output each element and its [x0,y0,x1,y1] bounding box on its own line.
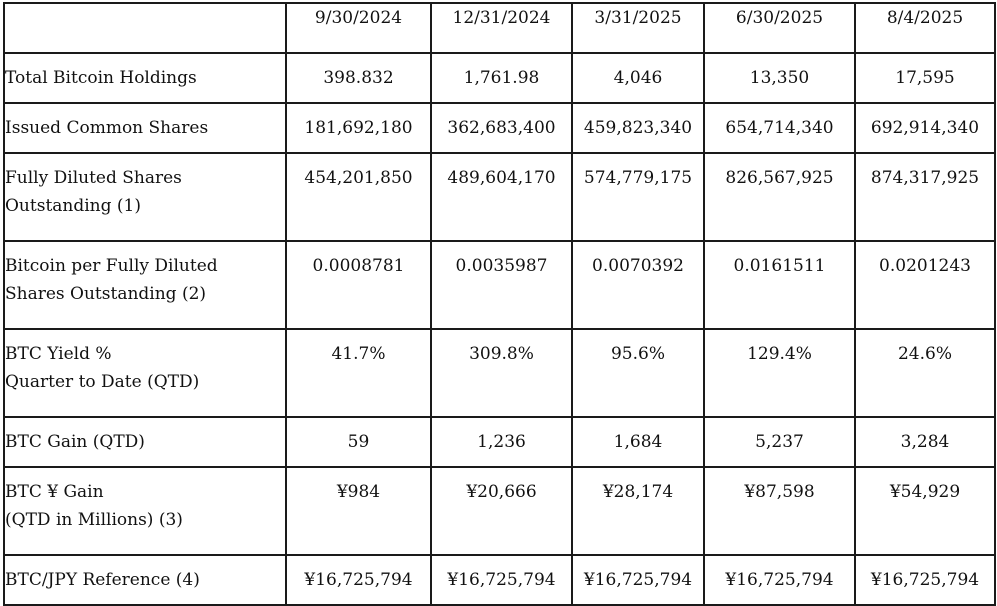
row-label-line: Issued Common Shares [5,118,209,138]
table-cell: ¥984 [286,467,431,555]
header-corner-cell [4,3,286,53]
table-cell: 13,350 [704,53,855,103]
table-row [4,153,995,241]
table-cell: 95.6% [572,329,704,417]
row-label [4,329,286,417]
table-cell: 24.6% [855,329,995,417]
table-cell: 874,317,925 [855,153,995,241]
table-cell: 4,046 [572,53,704,103]
table-cell: 0.0035987 [431,241,572,329]
row-label [4,103,286,153]
table-cell: 1,236 [431,417,572,467]
table-cell: 5,237 [704,417,855,467]
header-row [4,3,995,53]
row-label-line: Total Bitcoin Holdings [5,68,197,88]
table-cell: 398.832 [286,53,431,103]
date-header: 6/30/2025 [704,3,855,53]
row-label-line: Quarter to Date (QTD) [5,372,200,392]
table-cell: ¥16,725,794 [431,555,572,605]
table-cell: ¥54,929 [855,467,995,555]
table-cell: ¥87,598 [704,467,855,555]
table-cell: 0.0070392 [572,241,704,329]
row-label-line: (QTD in Millions) (3) [5,510,183,530]
table-row [4,467,995,555]
row-label-line: Outstanding (1) [5,196,141,216]
row-label-line: BTC Gain (QTD) [5,432,145,452]
table-cell: 0.0161511 [704,241,855,329]
row-label [4,153,286,241]
table-cell: 692,914,340 [855,103,995,153]
table-cell: 1,684 [572,417,704,467]
table-cell: ¥16,725,794 [572,555,704,605]
table-cell: 129.4% [704,329,855,417]
table-cell: 181,692,180 [286,103,431,153]
row-label [4,241,286,329]
row-label-line: Shares Outstanding (2) [5,284,207,304]
table-cell: 459,823,340 [572,103,704,153]
row-label-line: BTC ¥ Gain [5,482,104,502]
table-cell: 826,567,925 [704,153,855,241]
row-label [4,467,286,555]
row-label [4,555,286,605]
table-cell: 309.8% [431,329,572,417]
table-cell: ¥16,725,794 [855,555,995,605]
date-header: 8/4/2025 [855,3,995,53]
table-row [4,417,995,467]
table-cell: ¥20,666 [431,467,572,555]
row-label-line: BTC Yield % [5,344,112,364]
date-header: 12/31/2024 [431,3,572,53]
row-label-line: Fully Diluted Shares [5,168,182,188]
table-cell: ¥28,174 [572,467,704,555]
table-cell: 0.0008781 [286,241,431,329]
date-header: 3/31/2025 [572,3,704,53]
table-cell: 362,683,400 [431,103,572,153]
table-cell: 489,604,170 [431,153,572,241]
row-label-line: Bitcoin per Fully Diluted [5,256,218,276]
table-cell: ¥16,725,794 [286,555,431,605]
table-cell: 17,595 [855,53,995,103]
bitcoin-metrics-table [3,2,996,606]
row-label [4,417,286,467]
row-label [4,53,286,103]
table-cell: 41.7% [286,329,431,417]
table-cell: 1,761.98 [431,53,572,103]
table-cell: 654,714,340 [704,103,855,153]
table-row [4,103,995,153]
row-label-line: BTC/JPY Reference (4) [5,570,200,590]
table-cell: 3,284 [855,417,995,467]
date-header: 9/30/2024 [286,3,431,53]
table-cell: 59 [286,417,431,467]
table-row [4,555,995,605]
table-row [4,329,995,417]
table-cell: 0.0201243 [855,241,995,329]
table-row [4,241,995,329]
table-cell: 454,201,850 [286,153,431,241]
table-row [4,53,995,103]
table-cell: ¥16,725,794 [704,555,855,605]
table-cell: 574,779,175 [572,153,704,241]
